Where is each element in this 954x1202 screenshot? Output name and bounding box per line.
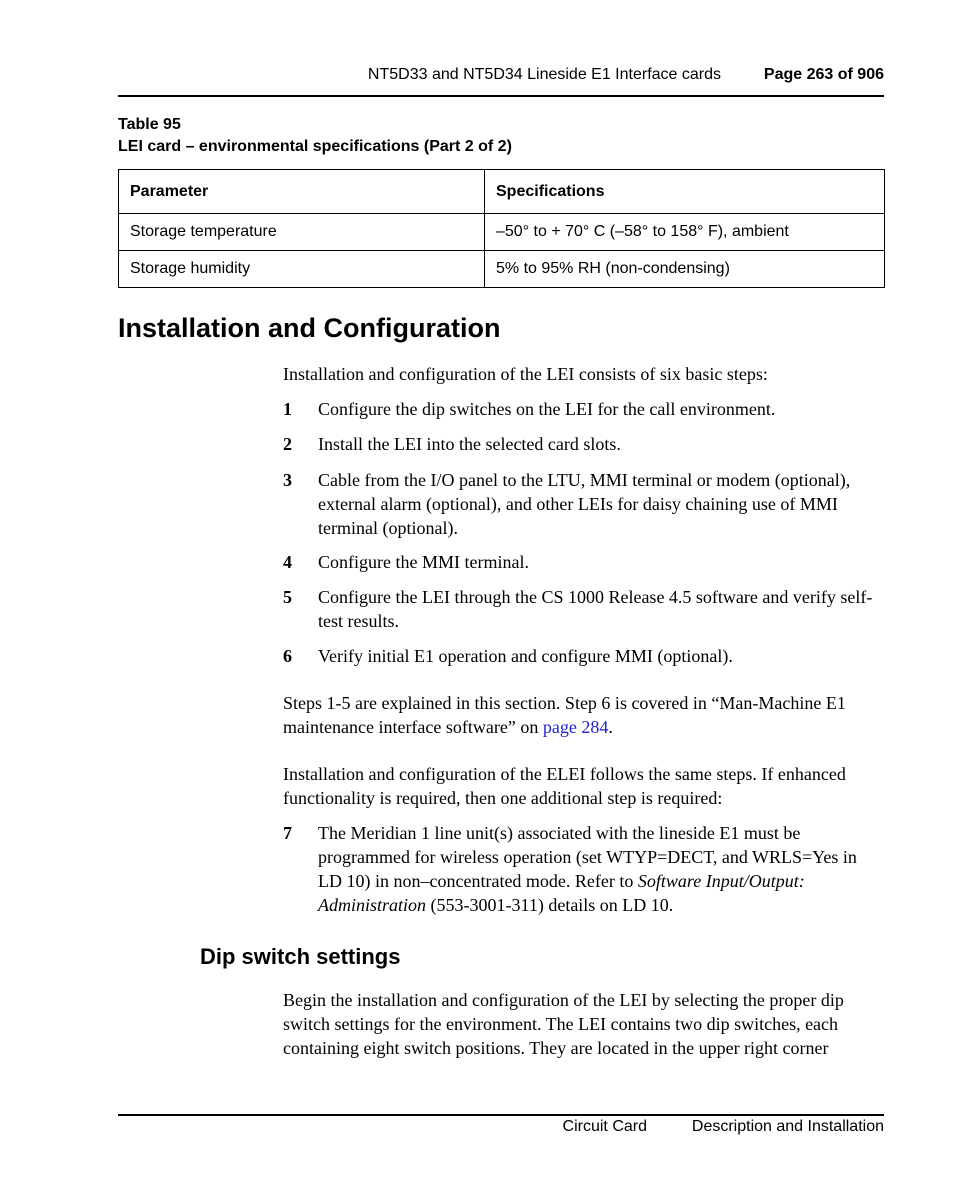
subsection-heading: Dip switch settings: [200, 944, 401, 969]
step-number: 2: [283, 434, 292, 454]
step-number: 4: [283, 552, 292, 572]
spec-table: [118, 169, 885, 288]
step-text: Verify initial E1 operation and configure MMI (optional).: [318, 646, 733, 666]
step-text-end: (553-3001-311) details on LD 10.: [426, 895, 674, 915]
table-cell: Storage humidity: [119, 251, 485, 288]
step-number: 6: [283, 646, 292, 666]
note-text: Steps 1-5 are explained in this section. Step 6 is covered in “Man-Machine E1 maintenance interface software” on: [283, 693, 846, 737]
table-caption: [118, 114, 512, 158]
step-number: 3: [283, 470, 292, 490]
document-title: NT5D33 and NT5D34 Lineside E1 Interface cards: [367, 66, 721, 83]
step-text: Install the LEI into the selected card slots.: [318, 434, 621, 454]
page-footer: [118, 1118, 884, 1138]
step-number: 5: [283, 587, 292, 607]
note-text-end: .: [608, 717, 613, 737]
steps-note-paragraph: [283, 691, 885, 739]
step-number: 7: [283, 823, 292, 843]
step-text: Configure the dip switches on the LEI for the call environment.: [318, 399, 776, 419]
column-header: Parameter: [119, 170, 485, 214]
table-row: [119, 214, 885, 251]
elei-paragraph: Installation and configuration of the ELEI follows the same steps. If enhanced functionality is required, then one additional step is required:: [283, 764, 846, 808]
step-text: Configure the LEI through the CS 1000 Release 4.5 software and verify self-test results.: [318, 587, 873, 631]
table-title: LEI card – environmental specifications (Part 2 of 2): [118, 138, 512, 155]
dip-switch-paragraph: Begin the installation and configuration of the LEI by selecting the proper dip switch settings for the environment. The LEI contains two dip switches, each containing eight switch positions. They are located in the upper right corner: [283, 990, 844, 1058]
table-row: [119, 251, 885, 288]
footer-left: Circuit Card: [562, 1118, 647, 1135]
step-number: 1: [283, 399, 292, 419]
page-number: Page 263 of 906: [763, 66, 884, 83]
section-heading: Installation and Configuration: [118, 313, 501, 343]
footer-rule: [118, 1114, 884, 1116]
step-text: [318, 821, 885, 917]
table-cell: Storage temperature: [119, 214, 485, 251]
header-rule: [118, 95, 884, 97]
footer-right: Description and Installation: [691, 1118, 884, 1135]
table-number: Table 95: [118, 116, 181, 133]
step-text-start: The Meridian 1 line unit(s) associated with the lineside E1 must be programmed for wireless operation (set WTYP=DECT, and WRLS=Yes in LD 10) in non–concentrated mode. Refer to: [318, 823, 857, 891]
step-text: Configure the MMI terminal.: [318, 552, 529, 572]
document-reference: Software Input/Output: Administration: [318, 871, 805, 915]
table-cell: 5% to 95% RH (non-condensing): [485, 251, 885, 288]
intro-paragraph: Installation and configuration of the LEI consists of six basic steps:: [283, 364, 768, 384]
column-header: Specifications: [485, 170, 885, 214]
table-header-row: [119, 170, 885, 214]
table-cell: –50° to + 70° C (–58° to 158° F), ambient: [485, 214, 885, 251]
page-link[interactable]: page 284: [542, 717, 609, 737]
step-text: Cable from the I/O panel to the LTU, MMI terminal or modem (optional), external alarm (optional), and other LEIs for daisy chaining use of MMI terminal (optional).: [318, 470, 851, 538]
page-header: [118, 66, 884, 86]
